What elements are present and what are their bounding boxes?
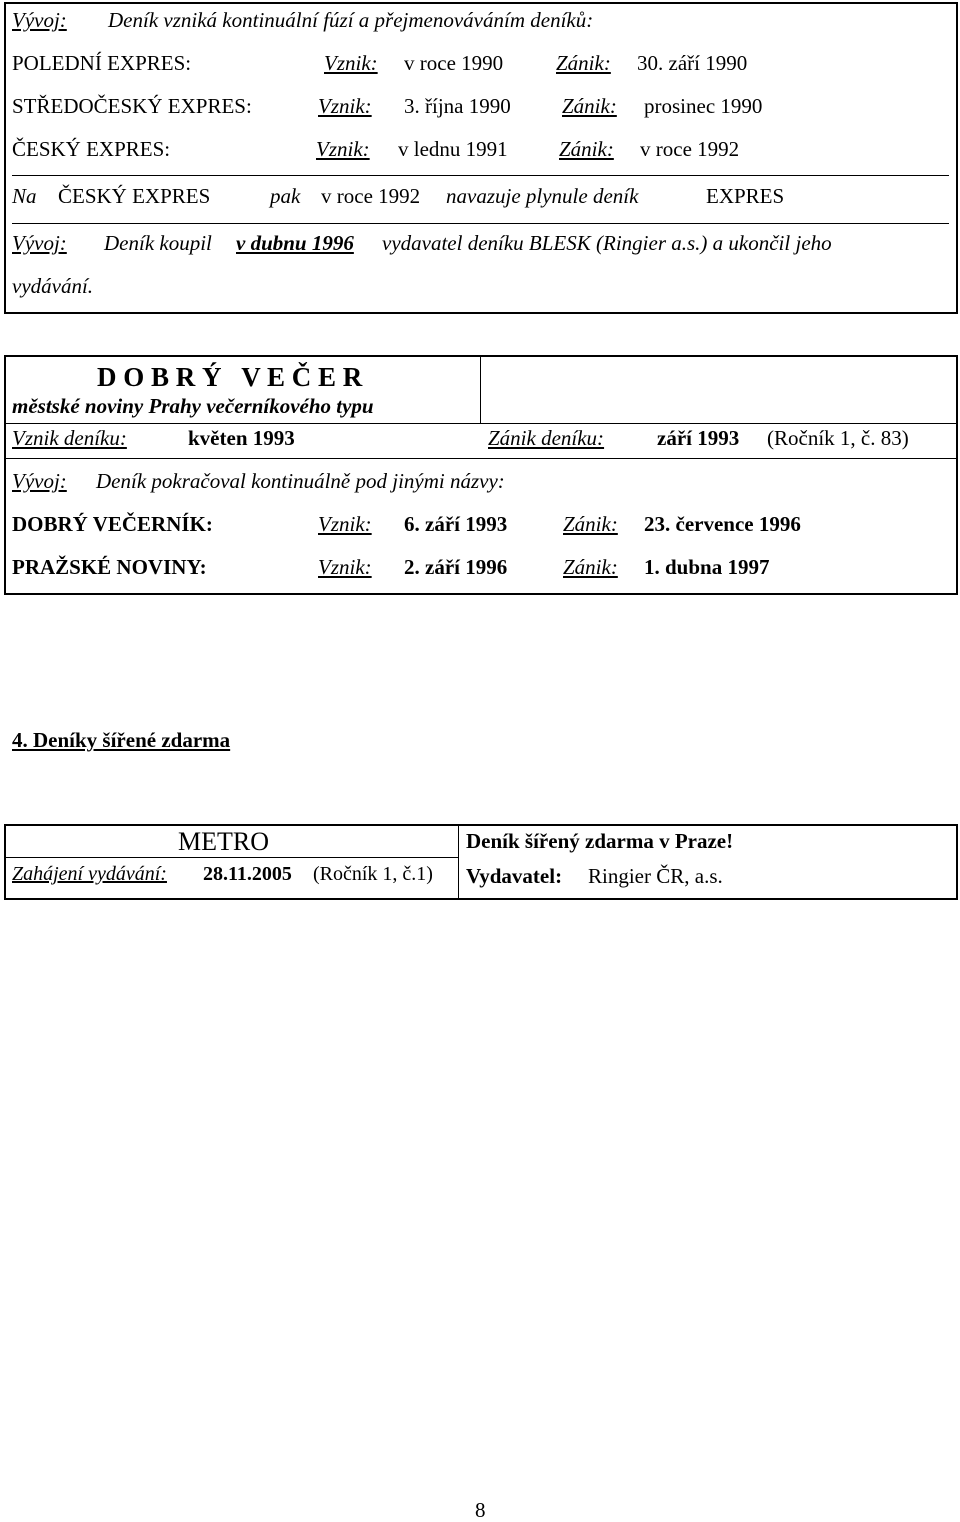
vydavatel-label: Vydavatel: (466, 864, 563, 888)
paper-name: DOBRÝ VEČERNÍK: (12, 512, 213, 536)
vznik-date: 3. října 1990 (404, 94, 511, 118)
divider (4, 857, 458, 858)
vyvoj-post: vydavatel deníku BLESK (Ringier a.s.) a ukončil jeho (382, 231, 832, 255)
pak-word: pak (270, 184, 301, 208)
vznik-date: 2. září 1996 (404, 555, 508, 579)
na-word: Na (12, 184, 37, 208)
title-separator (480, 355, 481, 424)
vyvoj-line2: vydávání. (12, 274, 94, 298)
zanik-date: prosinec 1990 (644, 94, 763, 118)
vyvoj-text: Deník pokračoval kontinuálně pod jinými názvy: (96, 469, 505, 493)
vznik-label: Vznik: (318, 94, 372, 118)
divider (12, 175, 949, 176)
paper-name: STŘEDOČESKÝ EXPRES: (12, 94, 252, 118)
navazuje-text: navazuje plynule deník (446, 184, 639, 208)
divider (12, 223, 949, 224)
zanik-label: Zánik: (563, 512, 618, 536)
paper-name: ČESKÝ EXPRES: (12, 137, 171, 161)
zanik-label: Zánik deníku: (488, 426, 605, 450)
vyvoj-pre: Deník koupil (104, 231, 212, 255)
vznik-date: květen 1993 (188, 426, 295, 450)
year-1992: v roce 1992 (321, 184, 421, 208)
vyvoj-date: v dubnu 1996 (236, 231, 354, 255)
vyvoj-label: Vývoj: (12, 469, 67, 493)
zanik-date: 23. července 1996 (644, 512, 801, 536)
vznik-date: v lednu 1991 (398, 137, 508, 161)
zanik-label: Zánik: (556, 51, 611, 75)
zanik-date: 1. dubna 1997 (644, 555, 770, 579)
vznik-date: 6. září 1993 (404, 512, 508, 536)
zahajeni-rocnik: (Ročník 1, č.1) (313, 863, 433, 885)
vznik-label: Vznik: (318, 555, 372, 579)
vznik-label: Vznik: (324, 51, 378, 75)
vznik-label: Vznik: (316, 137, 370, 161)
vydavatel-value: Ringier ČR, a.s. (588, 864, 723, 888)
zanik-date: září 1993 (657, 426, 740, 450)
divider (4, 458, 958, 459)
block-title: D O B R Ý V E Č E R (97, 362, 363, 392)
zanik-date: 30. září 1990 (637, 51, 748, 75)
divider (4, 423, 958, 424)
expres-name: EXPRES (706, 184, 785, 208)
paper-name: POLEDNÍ EXPRES: (12, 51, 192, 75)
zahajeni-date: 28.11.2005 (203, 863, 292, 885)
zanik-label: Zánik: (562, 94, 617, 118)
rocnik-text: (Ročník 1, č. 83) (767, 426, 909, 450)
vyvoj-label: Vývoj: (12, 8, 67, 32)
vznik-label: Vznik deníku: (12, 426, 127, 450)
metro-title: METRO (178, 827, 269, 856)
zanik-label: Zánik: (563, 555, 618, 579)
vyvoj-label: Vývoj: (12, 231, 67, 255)
vyvoj-text: Deník vzniká kontinuální fúzí a přejmenováváním deníků: (108, 8, 594, 32)
metro-separator (458, 824, 459, 900)
section-heading: 4. Deníky šířené zdarma (12, 728, 231, 752)
block-subtitle: městské noviny Prahy večerníkového typu (12, 394, 374, 418)
zahajeni-label: Zahájení vydávání: (12, 863, 167, 885)
vznik-date: v roce 1990 (404, 51, 504, 75)
zanik-date: v roce 1992 (640, 137, 740, 161)
vznik-label: Vznik: (318, 512, 372, 536)
metro-note: Deník šířený zdarma v Praze! (466, 829, 734, 853)
paper-name: PRAŽSKÉ NOVINY: (12, 555, 207, 579)
zanik-label: Zánik: (559, 137, 614, 161)
page-number: 8 (475, 1498, 486, 1522)
cesky-expres: ČESKÝ EXPRES (58, 184, 211, 208)
